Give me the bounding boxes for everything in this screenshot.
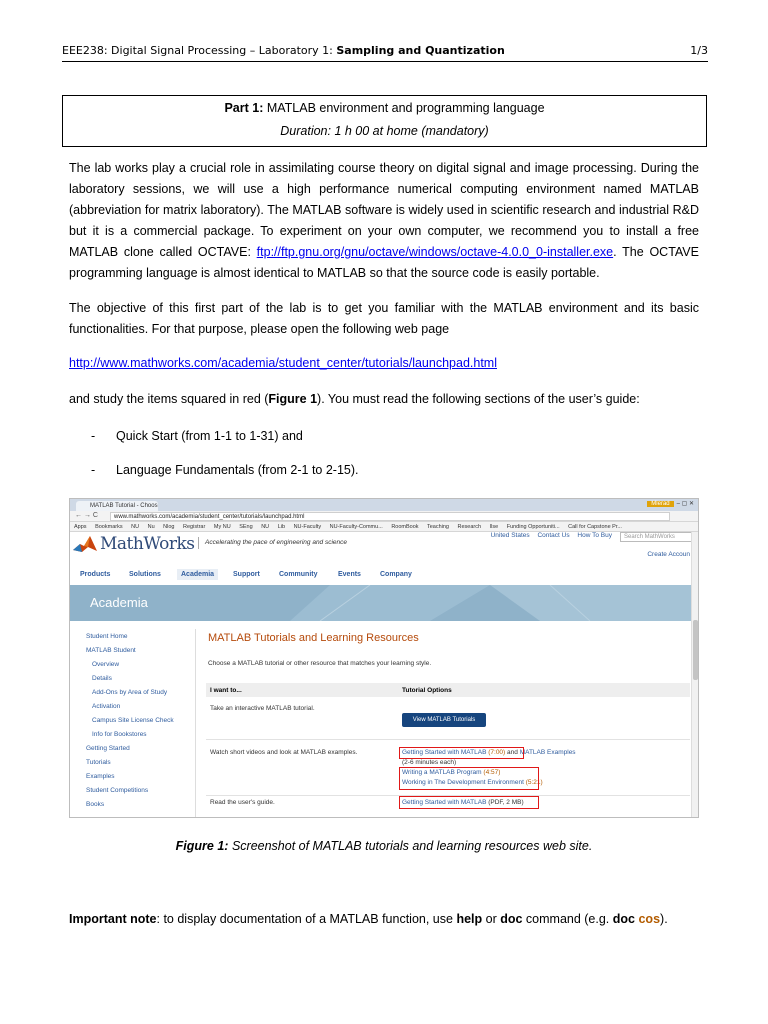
banner-graphic <box>70 585 698 621</box>
top-link: United States <box>490 532 530 539</box>
octave-link[interactable]: ftp://ftp.gnu.org/gnu/octave/windows/octave-4.0.0_0-installer.exe <box>256 245 614 259</box>
figure-caption <box>0 839 768 853</box>
bookmark: Lib <box>277 524 286 530</box>
figure-ref: Figure 1 <box>268 392 318 406</box>
bullet-dash: - <box>91 429 96 443</box>
user-guide-pdf-link: Getting Started with MATLAB <box>402 799 487 806</box>
development-env-link: Working in The Development Environment <box>402 779 524 786</box>
sidebar-item: Student Competitions <box>86 787 149 794</box>
part-label: Part 1: <box>224 101 264 115</box>
logo-text: MathWorks <box>100 534 195 554</box>
bookmark: Research <box>457 524 482 530</box>
table-cell: (2-6 minutes each) <box>402 759 457 766</box>
banner-title: Academia <box>90 595 148 610</box>
bookmark: Teaching <box>426 524 449 530</box>
writing-program-link: Writing a MATLAB Program <box>402 769 482 776</box>
important-note <box>69 912 668 926</box>
academia-banner <box>70 585 698 621</box>
bookmark: Bookmarks <box>95 524 123 530</box>
content-title: MATLAB Tutorials and Learning Resources <box>208 632 419 644</box>
pdf-info: (PDF, 2 MB) <box>488 799 524 806</box>
scrollbar <box>691 532 698 818</box>
bookmark: My NU <box>213 524 231 530</box>
caption-label: Figure 1: <box>175 839 229 853</box>
mathworks-link[interactable]: http://www.mathworks.com/academia/student_center/tutorials/launchpad.html <box>69 356 497 370</box>
study-paragraph <box>69 389 699 410</box>
matlab-examples-link: MATLAB Examples <box>519 749 576 756</box>
top-link: How To Buy <box>577 532 612 539</box>
sidebar-item: Student Home <box>86 633 128 640</box>
browser-tab: MATLAB Tutorial - Choos <box>76 501 158 511</box>
bookmark: Call for Capstone Pr... <box>568 524 622 530</box>
page-number: 1/3 <box>690 44 708 57</box>
study-text: and study the items squared in red ( <box>69 392 269 406</box>
content-description: Choose a MATLAB tutorial or other resource that matches your learning style. <box>208 660 432 667</box>
objective-paragraph: The objective of this first part of the lab is to get you familiar with the MATLAB environment and its basic functionalities. For that purpose, please open the following web page <box>69 301 699 336</box>
getting-started-video-link: Getting Started with MATLAB <box>402 749 487 756</box>
user-badge: Mlerad <box>647 501 673 507</box>
note-text: ). <box>660 912 668 926</box>
page-header <box>62 42 708 62</box>
note-label: Important note <box>69 912 157 926</box>
bookmark: NU <box>261 524 270 530</box>
bookmark: SEng <box>239 524 253 530</box>
top-link: Contact Us <box>537 532 570 539</box>
membrane-icon <box>72 534 98 554</box>
sidebar-item: Getting Started <box>86 745 130 752</box>
bullet-item <box>91 429 303 443</box>
table-cell: Take an interactive MATLAB tutorial. <box>210 705 315 712</box>
red-highlight-box <box>399 796 539 809</box>
note-text: or <box>482 912 501 926</box>
mathworks-link-line <box>69 353 699 374</box>
address-bar <box>70 511 698 522</box>
doc-command: doc <box>500 912 523 926</box>
bookmark: Registrar <box>183 524 206 530</box>
note-text: command (e.g. <box>522 912 613 926</box>
site-search: Search MathWorks <box>620 532 694 542</box>
part-box <box>62 95 707 147</box>
mathworks-logo <box>72 534 195 554</box>
cos-example: cos <box>638 912 661 926</box>
header-topic: Sampling and Quantization <box>336 44 505 57</box>
caption-text: Screenshot of MATLAB tutorials and learning resources web site. <box>228 839 593 853</box>
main-nav <box>70 565 698 585</box>
sidebar-item: Info for Bookstores <box>92 731 147 738</box>
part-title <box>63 101 706 115</box>
nav-item: Products <box>80 571 111 578</box>
bookmark: Apps <box>74 524 87 530</box>
table-cell: Read the user's guide. <box>210 799 275 806</box>
header-course: EEE238: Digital Signal Processing – Laboratory 1: <box>62 44 337 57</box>
bullet-text: Language Fundamentals (from 2-1 to 2-15). <box>116 463 359 477</box>
header-title <box>62 44 505 57</box>
study-text-end: ). You must read the following sections of the user’s guide: <box>317 392 640 406</box>
sidebar-item: MATLAB Student <box>86 647 136 654</box>
video-duration: (7:00) <box>488 749 506 756</box>
help-command: help <box>456 912 483 926</box>
sidebar-item: Books <box>86 801 105 808</box>
nav-item: Events <box>338 571 361 578</box>
top-links <box>485 532 612 539</box>
bullet-text: Quick Start (from 1-1 to 1-31) and <box>116 429 303 443</box>
scrollbar-thumb <box>693 620 698 680</box>
tagline: Accelerating the pace of engineering and science <box>198 537 347 549</box>
bookmark: NU-Faculty <box>293 524 322 530</box>
sidebar-item: Overview <box>92 661 120 668</box>
bookmark: Nlog <box>163 524 175 530</box>
note-text: : to display documentation of a MATLAB function, use <box>156 912 457 926</box>
url-field: www.mathworks.com/academia/student_center/tutorials/launchpad.html <box>110 512 670 521</box>
row-divider <box>206 739 690 740</box>
red-highlight-box <box>399 767 539 790</box>
sidebar <box>76 629 196 818</box>
part-title-text: MATLAB environment and programming language <box>263 101 545 115</box>
bookmark: NU-Faculty-Commu... <box>329 524 383 530</box>
sidebar-item: Details <box>92 675 112 682</box>
bookmark: Funding Opportuniti... <box>506 524 560 530</box>
intro-text-end: . The OCTAVE programming language is almost identical to MATLAB so that the source code is easily portable. <box>69 245 699 280</box>
doc-example: doc <box>612 912 635 926</box>
figure-screenshot <box>69 498 699 818</box>
bullet-item <box>91 463 359 477</box>
intro-paragraph <box>69 158 699 284</box>
bookmark: Nu <box>147 524 155 530</box>
bookmark: RoomBook <box>391 524 419 530</box>
part-duration: Duration: 1 h 00 at home (mandatory) <box>280 124 489 138</box>
sidebar-item: Add-Ons by Area of Study <box>92 689 168 696</box>
window-controls: Mlerad – ▢ ✕ <box>647 500 694 509</box>
table-header <box>206 683 690 697</box>
column-header: I want to... <box>210 687 242 694</box>
sidebar-item: Tutorials <box>86 759 111 766</box>
table-cell: Watch short videos and look at MATLAB examples. <box>210 749 358 756</box>
column-header: Tutorial Options <box>402 687 452 694</box>
view-tutorials-button: View MATLAB Tutorials <box>402 713 486 727</box>
nav-item: Community <box>279 571 318 578</box>
bullet-dash: - <box>91 463 96 477</box>
tutorial-table <box>206 683 690 818</box>
create-account-link: Create Accoun <box>647 551 690 558</box>
conjunction: and <box>505 749 520 756</box>
nav-arrows-icon: ← → C <box>75 512 98 519</box>
sidebar-item: Activation <box>92 703 121 710</box>
nav-item-active: Academia <box>177 569 218 580</box>
browser-tabbar <box>70 499 698 511</box>
video-duration: (5:21) <box>525 779 543 786</box>
bookmarks-bar <box>70 522 698 532</box>
bookmark: Ilse <box>489 524 499 530</box>
bookmark: NU <box>131 524 140 530</box>
sidebar-item: Examples <box>86 773 115 780</box>
sidebar-item: Campus Site License Check <box>92 717 174 724</box>
nav-item: Solutions <box>129 571 161 578</box>
video-duration: (4:57) <box>483 769 501 776</box>
red-highlight-box <box>399 747 524 759</box>
nav-item: Company <box>380 571 412 578</box>
nav-item: Support <box>233 571 260 578</box>
intro-text: The lab works play a crucial role in assimilating course theory on digital signal and image processing. During the laboratory sessions, we will use a high performance numerical computing environment named MATLAB (abbreviation for matrix laboratory). The MATLAB software is widely used in scientific research and industrial R&D but it is a commercial package. To experiment on your own computer, we recommend you to install a free MATLAB clone called OCTAVE: <box>69 161 699 259</box>
